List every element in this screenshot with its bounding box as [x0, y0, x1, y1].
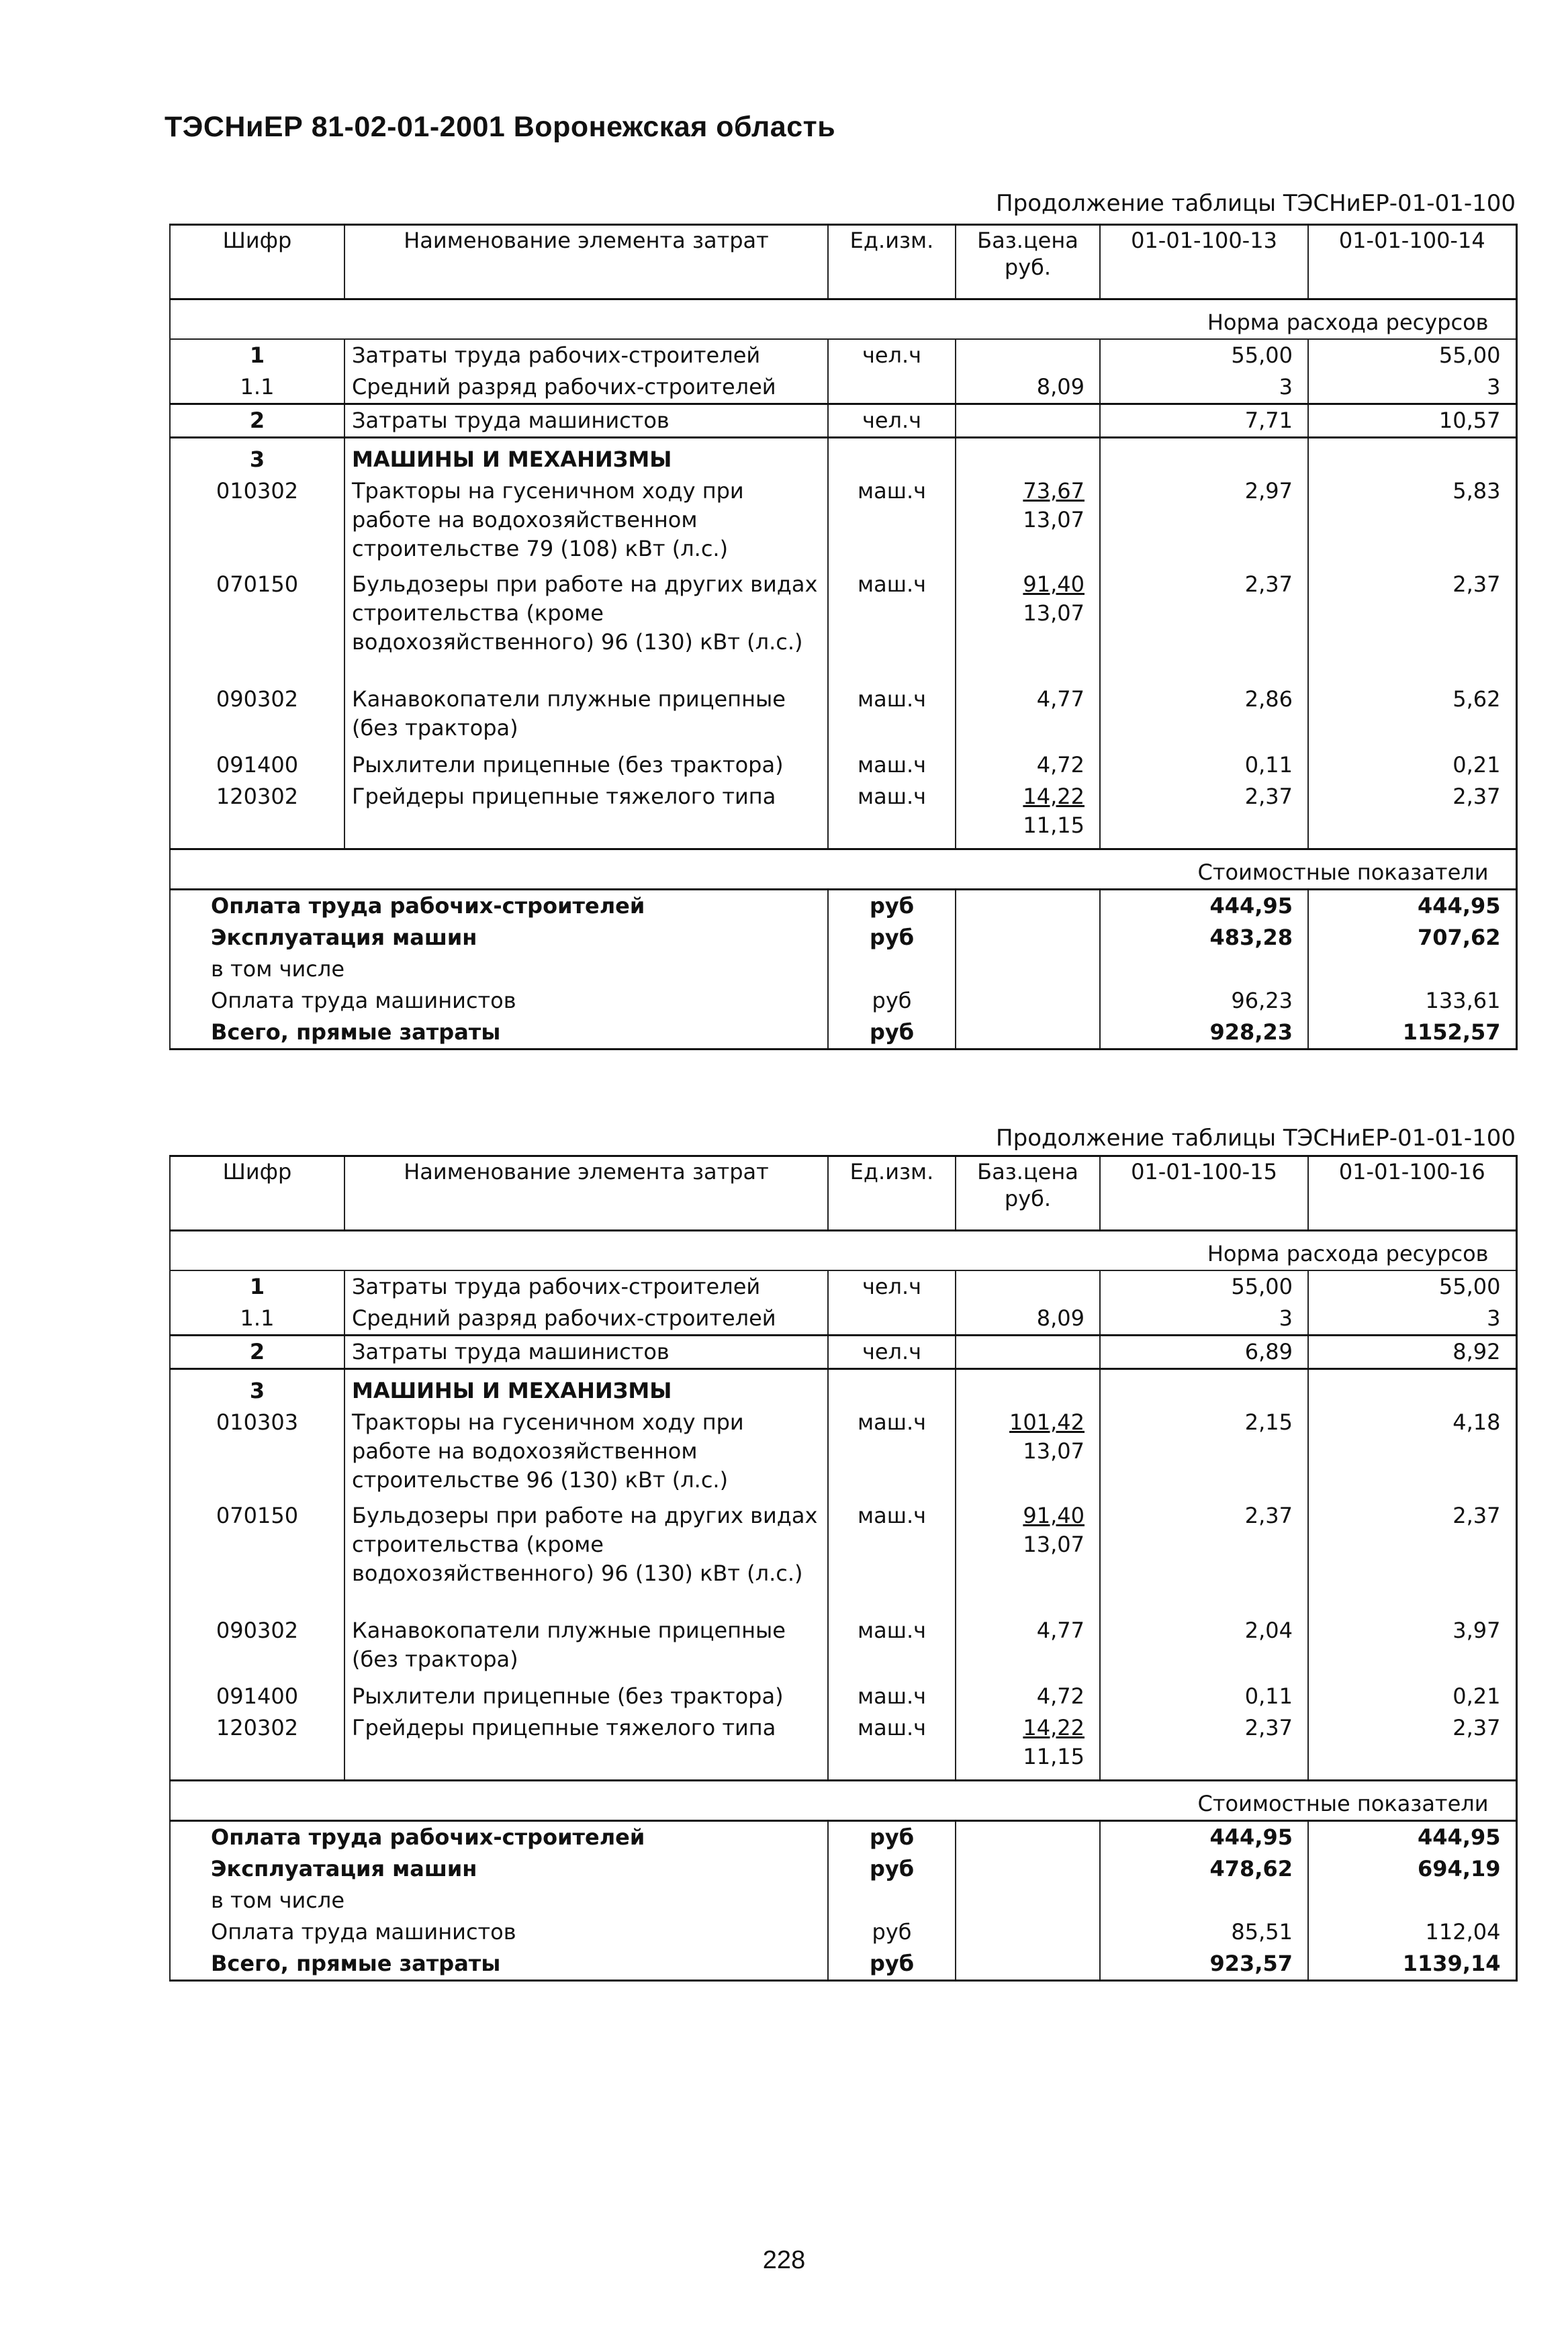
row-name: Бульдозеры при работе на других видах строительства (кроме водохозяйственного) 96 (130) кВт (л.с.): [344, 565, 828, 684]
row-name: МАШИНЫ И МЕХАНИЗМЫ: [344, 1369, 828, 1407]
table-row: [170, 1270, 1516, 1303]
cost-value-2: [1308, 1885, 1516, 1916]
row-value-2: 2,37: [1308, 1496, 1516, 1615]
cost-section-label: Стоимостные показатели: [170, 1781, 1516, 1821]
row-value-1: 55,00: [1100, 339, 1308, 371]
table-row: [170, 1496, 1516, 1615]
price-operator-wage: 11,15: [1023, 1744, 1085, 1769]
row-value-1: 6,89: [1100, 1336, 1308, 1369]
row-name: Затраты труда машинистов: [344, 1336, 828, 1369]
row-price: [956, 1336, 1100, 1369]
row-name: Грейдеры прицепные тяжелого типа: [344, 781, 828, 849]
row-code: 2: [170, 1336, 344, 1369]
cost-value-2: 112,04: [1308, 1916, 1516, 1948]
row-code: 3: [170, 438, 344, 476]
price-value: 14,22: [1023, 784, 1085, 809]
cost-value-1: 928,23: [1100, 1017, 1308, 1050]
cost-value-2: 707,62: [1308, 922, 1516, 953]
table-row: [170, 781, 1516, 849]
price-operator-wage: 13,07: [1023, 507, 1085, 532]
cost-value-2: 1139,14: [1308, 1948, 1516, 1981]
row-unit: маш.ч: [828, 1712, 956, 1781]
cost-label: Оплата труда машинистов: [170, 1916, 828, 1948]
row-unit: чел.ч: [828, 1336, 956, 1369]
price-operator-wage: 13,07: [1023, 600, 1085, 626]
cost-row: [170, 890, 1516, 923]
price-value: 4,72: [1036, 752, 1085, 778]
row-value-2: 4,18: [1308, 1407, 1516, 1496]
row-name: Затраты труда рабочих-строителей: [344, 339, 828, 371]
cost-value-1: 478,62: [1100, 1853, 1308, 1885]
row-unit: маш.ч: [828, 1496, 956, 1615]
price-value: 91,40: [1023, 571, 1085, 597]
row-value-2: 10,57: [1308, 404, 1516, 438]
price-value: 4,77: [1036, 1618, 1085, 1643]
cost-value-2: 694,19: [1308, 1853, 1516, 1885]
row-price: [956, 475, 1100, 565]
table-row: [170, 404, 1516, 438]
cost-unit: руб: [828, 1948, 956, 1981]
cost-unit: руб: [828, 1821, 956, 1854]
row-name: Тракторы на гусеничном ходу при работе на водохозяйственном строительстве 96 (130) кВт (л.с.): [344, 1407, 828, 1496]
cost-row: [170, 1017, 1516, 1050]
cost-unit: [828, 1885, 956, 1916]
row-value-1: 2,86: [1100, 684, 1308, 744]
cost-value-1: 444,95: [1100, 890, 1308, 923]
table-row: [170, 1615, 1516, 1675]
row-code: 090302: [170, 1615, 344, 1675]
col-header-name: Наименование элемента затрат: [344, 225, 828, 299]
row-code: 120302: [170, 781, 344, 849]
cost-unit: [828, 953, 956, 985]
row-unit: чел.ч: [828, 404, 956, 438]
cost-value-1: [1100, 953, 1308, 985]
row-code: 010302: [170, 475, 344, 565]
row-code: 090302: [170, 684, 344, 744]
cost-unit: руб: [828, 890, 956, 923]
norm-section-label: Норма расхода ресурсов: [170, 1231, 1516, 1271]
row-name: Тракторы на гусеничном ходу при работе на водохозяйственном строительстве 79 (108) кВт (л.с.): [344, 475, 828, 565]
cost-unit: руб: [828, 1853, 956, 1885]
price-operator-wage: 13,07: [1023, 1438, 1085, 1464]
row-price: [956, 1270, 1100, 1303]
col-header-price: Баз.цена руб.: [956, 225, 1100, 299]
price-value: 8,09: [1036, 374, 1085, 400]
cost-row: [170, 1916, 1516, 1948]
resource-table: [169, 224, 1518, 1050]
row-code: 070150: [170, 565, 344, 684]
cost-price-empty: [956, 1017, 1100, 1050]
cost-price-empty: [956, 985, 1100, 1017]
cost-label: Эксплуатация машин: [170, 1853, 828, 1885]
cost-value-1: 483,28: [1100, 922, 1308, 953]
row-price: [956, 565, 1100, 684]
row-value-1: 3: [1100, 1303, 1308, 1336]
section-row: [170, 1231, 1516, 1271]
cost-label: Оплата труда рабочих-строителей: [170, 1821, 828, 1854]
row-name: Средний разряд рабочих-строителей: [344, 371, 828, 404]
cost-section-label: Стоимостные показатели: [170, 849, 1516, 890]
row-unit: чел.ч: [828, 339, 956, 371]
col-header-name: Наименование элемента затрат: [344, 1156, 828, 1231]
row-value-1: 0,11: [1100, 1675, 1308, 1712]
cost-unit: руб: [828, 1916, 956, 1948]
row-value-2: 8,92: [1308, 1336, 1516, 1369]
table-row: [170, 475, 1516, 565]
row-value-2: 55,00: [1308, 1270, 1516, 1303]
row-name: Канавокопатели плужные прицепные (без трактора): [344, 1615, 828, 1675]
col-header-code: Шифр: [170, 225, 344, 299]
cost-price-empty: [956, 953, 1100, 985]
row-price: [956, 1303, 1100, 1336]
cost-label: в том числе: [170, 953, 828, 985]
row-value-1: 3: [1100, 371, 1308, 404]
row-value-1: 2,37: [1100, 565, 1308, 684]
cost-value-2: 133,61: [1308, 985, 1516, 1017]
row-price: [956, 339, 1100, 371]
row-code: 1.1: [170, 1303, 344, 1336]
row-code: 010303: [170, 1407, 344, 1496]
table-row: [170, 1303, 1516, 1336]
row-price: [956, 438, 1100, 476]
cost-value-2: 444,95: [1308, 890, 1516, 923]
section-row: [170, 1781, 1516, 1821]
row-price: [956, 404, 1100, 438]
row-value-1: 2,37: [1100, 781, 1308, 849]
price-value: 8,09: [1036, 1305, 1085, 1331]
page-number: 228: [762, 2246, 806, 2274]
row-price: [956, 371, 1100, 404]
row-value-2: 3: [1308, 1303, 1516, 1336]
row-code: 091400: [170, 1675, 344, 1712]
row-code: 120302: [170, 1712, 344, 1781]
row-price: [956, 1407, 1100, 1496]
cost-value-2: [1308, 953, 1516, 985]
cost-row: [170, 1821, 1516, 1854]
cost-value-1: 85,51: [1100, 1916, 1308, 1948]
table-row: [170, 371, 1516, 404]
table-row: [170, 1712, 1516, 1781]
row-unit: маш.ч: [828, 781, 956, 849]
row-unit: [828, 1369, 956, 1407]
row-value-2: [1308, 1369, 1516, 1407]
row-unit: [828, 1303, 956, 1336]
row-price: [956, 1712, 1100, 1781]
price-value: 4,72: [1036, 1683, 1085, 1709]
row-value-2: 5,62: [1308, 684, 1516, 744]
col-header-unit: Ед.изм.: [828, 1156, 956, 1231]
row-value-1: 2,15: [1100, 1407, 1308, 1496]
cost-row: [170, 953, 1516, 985]
table-row: [170, 744, 1516, 781]
row-value-2: 0,21: [1308, 1675, 1516, 1712]
table-row: [170, 438, 1516, 476]
row-unit: маш.ч: [828, 744, 956, 781]
row-code: 2: [170, 404, 344, 438]
row-name: Средний разряд рабочих-строителей: [344, 1303, 828, 1336]
table-row: [170, 684, 1516, 744]
row-unit: маш.ч: [828, 565, 956, 684]
price-value: 14,22: [1023, 1715, 1085, 1740]
cost-price-empty: [956, 890, 1100, 923]
cost-unit: руб: [828, 922, 956, 953]
cost-price-empty: [956, 1853, 1100, 1885]
row-price: [956, 744, 1100, 781]
row-unit: чел.ч: [828, 1270, 956, 1303]
table-continuation-caption: Продолжение таблицы ТЭСНиЕР-01-01-100: [996, 1125, 1516, 1152]
cost-price-empty: [956, 1821, 1100, 1854]
row-value-1: 55,00: [1100, 1270, 1308, 1303]
col-header-variant-1: 01-01-100-15: [1100, 1156, 1308, 1231]
cost-label: Оплата труда машинистов: [170, 985, 828, 1017]
row-price: [956, 781, 1100, 849]
row-code: 3: [170, 1369, 344, 1407]
row-code: 1: [170, 1270, 344, 1303]
table-row: [170, 1407, 1516, 1496]
cost-label: Всего, прямые затраты: [170, 1017, 828, 1050]
cost-label: Оплата труда рабочих-строителей: [170, 890, 828, 923]
row-name: Затраты труда машинистов: [344, 404, 828, 438]
row-name: Затраты труда рабочих-строителей: [344, 1270, 828, 1303]
cost-value-2: 1152,57: [1308, 1017, 1516, 1050]
price-value: 4,77: [1036, 686, 1085, 712]
table-row: [170, 1336, 1516, 1369]
col-header-variant-2: 01-01-100-16: [1308, 1156, 1516, 1231]
cost-value-1: 96,23: [1100, 985, 1308, 1017]
table-row: [170, 1369, 1516, 1407]
row-value-2: 0,21: [1308, 744, 1516, 781]
cost-value-1: 444,95: [1100, 1821, 1308, 1854]
document-title: ТЭСНиЕР 81-02-01-2001 Воронежская область: [165, 111, 836, 143]
row-unit: маш.ч: [828, 475, 956, 565]
row-name: Рыхлители прицепные (без трактора): [344, 1675, 828, 1712]
row-name: МАШИНЫ И МЕХАНИЗМЫ: [344, 438, 828, 476]
table-row: [170, 1675, 1516, 1712]
price-operator-wage: 13,07: [1023, 1532, 1085, 1557]
col-header-unit: Ед.изм.: [828, 225, 956, 299]
row-unit: маш.ч: [828, 1675, 956, 1712]
row-code: 070150: [170, 1496, 344, 1615]
row-value-2: 2,37: [1308, 781, 1516, 849]
row-value-1: 0,11: [1100, 744, 1308, 781]
col-header-variant-2: 01-01-100-14: [1308, 225, 1516, 299]
price-value: 91,40: [1023, 1503, 1085, 1528]
section-row: [170, 849, 1516, 890]
price-operator-wage: 11,15: [1023, 812, 1085, 838]
row-code: 091400: [170, 744, 344, 781]
row-price: [956, 1369, 1100, 1407]
row-price: [956, 684, 1100, 744]
table-header-row: [170, 1156, 1516, 1231]
row-price: [956, 1496, 1100, 1615]
cost-price-empty: [956, 1916, 1100, 1948]
cost-price-empty: [956, 1948, 1100, 1981]
cost-value-1: 923,57: [1100, 1948, 1308, 1981]
table-continuation-caption: Продолжение таблицы ТЭСНиЕР-01-01-100: [996, 190, 1516, 217]
row-value-2: 3,97: [1308, 1615, 1516, 1675]
cost-row: [170, 922, 1516, 953]
row-value-1: [1100, 438, 1308, 476]
row-unit: маш.ч: [828, 684, 956, 744]
cost-value-1: [1100, 1885, 1308, 1916]
price-value: 73,67: [1023, 478, 1085, 504]
row-code: 1.1: [170, 371, 344, 404]
cost-unit: руб: [828, 1017, 956, 1050]
row-value-2: 2,37: [1308, 1712, 1516, 1781]
cost-row: [170, 985, 1516, 1017]
row-unit: [828, 371, 956, 404]
row-value-2: 5,83: [1308, 475, 1516, 565]
row-value-1: 7,71: [1100, 404, 1308, 438]
table-row: [170, 339, 1516, 371]
row-unit: [828, 438, 956, 476]
price-value: 101,42: [1009, 1409, 1085, 1435]
row-value-2: 55,00: [1308, 339, 1516, 371]
cost-label: Эксплуатация машин: [170, 922, 828, 953]
cost-value-2: 444,95: [1308, 1821, 1516, 1854]
cost-label: в том числе: [170, 1885, 828, 1916]
section-row: [170, 299, 1516, 340]
table-row: [170, 565, 1516, 684]
cost-price-empty: [956, 1885, 1100, 1916]
resource-table: [169, 1155, 1518, 1982]
row-value-1: 2,37: [1100, 1496, 1308, 1615]
row-name: Рыхлители прицепные (без трактора): [344, 744, 828, 781]
col-header-price: Баз.цена руб.: [956, 1156, 1100, 1231]
row-value-1: 2,04: [1100, 1615, 1308, 1675]
row-value-2: 2,37: [1308, 565, 1516, 684]
cost-unit: руб: [828, 985, 956, 1017]
cost-row: [170, 1948, 1516, 1981]
row-value-1: 2,37: [1100, 1712, 1308, 1781]
row-unit: маш.ч: [828, 1615, 956, 1675]
row-value-1: 2,97: [1100, 475, 1308, 565]
row-code: 1: [170, 339, 344, 371]
cost-price-empty: [956, 922, 1100, 953]
row-value-2: [1308, 438, 1516, 476]
col-header-code: Шифр: [170, 1156, 344, 1231]
row-value-1: [1100, 1369, 1308, 1407]
table-header-row: [170, 225, 1516, 299]
row-name: Бульдозеры при работе на других видах строительства (кроме водохозяйственного) 96 (130) кВт (л.с.): [344, 1496, 828, 1615]
norm-section-label: Норма расхода ресурсов: [170, 299, 1516, 340]
row-price: [956, 1615, 1100, 1675]
cost-label: Всего, прямые затраты: [170, 1948, 828, 1981]
row-value-2: 3: [1308, 371, 1516, 404]
row-name: Грейдеры прицепные тяжелого типа: [344, 1712, 828, 1781]
cost-row: [170, 1885, 1516, 1916]
row-price: [956, 1675, 1100, 1712]
col-header-variant-1: 01-01-100-13: [1100, 225, 1308, 299]
row-unit: маш.ч: [828, 1407, 956, 1496]
cost-row: [170, 1853, 1516, 1885]
row-name: Канавокопатели плужные прицепные (без трактора): [344, 684, 828, 744]
